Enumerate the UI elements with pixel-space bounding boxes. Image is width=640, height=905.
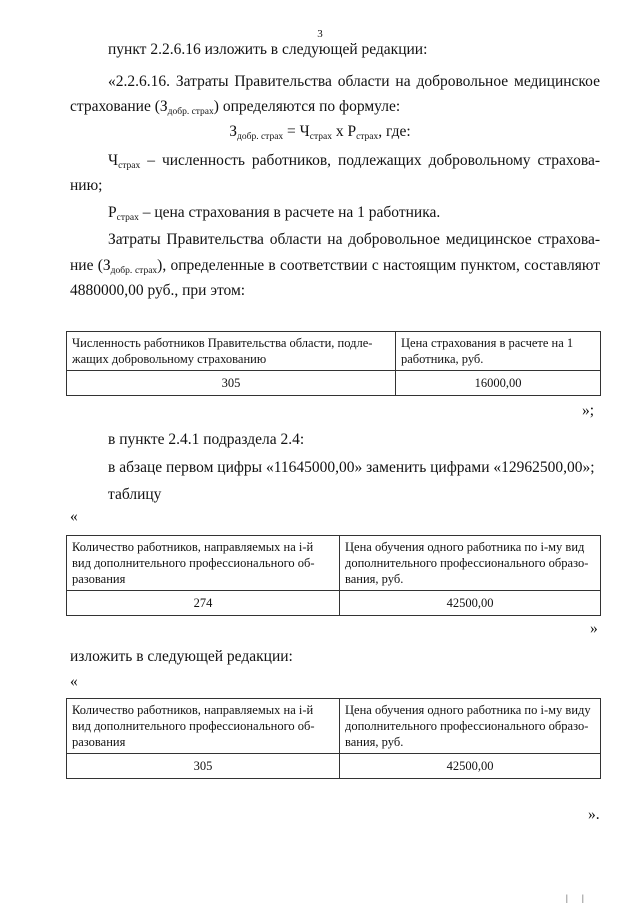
table-cell: 305 [67, 754, 340, 779]
table-row [67, 536, 601, 591]
paragraph-3-line-1: Затраты Правительства области на добровольное медицинское страхова- [108, 231, 600, 248]
closing-quote: ». [588, 806, 600, 823]
table-row [67, 371, 601, 396]
paragraph-2-line-2: страхование $(З_{добр. страх})$ определяются по формуле: [70, 98, 401, 117]
paragraph-4: в пункте 2.4.1 подраздела 2.4: [108, 431, 305, 448]
table-header-cell: Цена страхования в расчете на 1 работника, руб. [396, 332, 601, 371]
table-row [67, 332, 601, 371]
opening-quote: « [70, 673, 78, 690]
paragraph-3-line-2: ние $(З_{добр. страх})$, определенные в соответствии с настоящим пунктом, составляют [70, 257, 600, 276]
table-cell: 305 [67, 371, 396, 396]
page-number: 3 [317, 28, 323, 40]
table-cell: 16000,00 [396, 371, 601, 396]
closing-quote: »; [582, 402, 595, 419]
table-cell: 274 [67, 591, 340, 616]
table-cell: 42500,00 [340, 591, 601, 616]
paragraph-2-line-1: «2.2.6.16. Затраты Правительства области на добровольное медицинское [108, 73, 600, 90]
paragraph-7: изложить в следующей редакции: [70, 648, 293, 665]
table-training-old [66, 535, 601, 616]
paragraph-3-line-3: 4880000,00 руб., при этом: [70, 282, 246, 299]
definition-1-line-2: нию; [70, 177, 103, 194]
table-training-new [66, 698, 601, 779]
formula: $З_{добр. страх} = Ч_{страх}$ x $P_{страх}$, где: [229, 123, 411, 142]
table-cell: 42500,00 [340, 754, 601, 779]
definition-1-line-1: $Ч_{страх}$ – численность работников, подлежащих добровольному страхова- [108, 152, 600, 171]
table-header-cell: Количество работников, направляемых на i-й вид дополнительного профессионального об-разования [67, 536, 340, 591]
table-row [67, 754, 601, 779]
table-header-cell: Количество работников, направляемых на i-й вид дополнительного профессионального об-разования [67, 699, 340, 754]
table-header-cell: Численность работников Правительства области, подле-жащих добровольному страхованию [67, 332, 396, 371]
table-insurance [66, 331, 601, 396]
closing-quote: » [590, 620, 598, 637]
table-header-cell: Цена обучения одного работника по i-му виду дополнительного профессионального образо-вания, руб. [340, 699, 601, 754]
table-row [67, 699, 601, 754]
paragraph-intro: пункт 2.2.6.16 изложить в следующей редакции: [108, 41, 428, 58]
footer-marks: | | [566, 893, 590, 903]
paragraph-5: в абзаце первом цифры «11645000,00» заменить цифрами «12962500,00»; [108, 459, 595, 476]
table-row [67, 591, 601, 616]
paragraph-6: таблицу [108, 486, 162, 503]
definition-2: $P_{страх}$ – цена страхования в расчете на 1 работника. [108, 204, 441, 223]
opening-quote: « [70, 508, 78, 525]
table-header-cell: Цена обучения одного работника по i-му вид дополнительного профессионального образо-вания, руб. [340, 536, 601, 591]
